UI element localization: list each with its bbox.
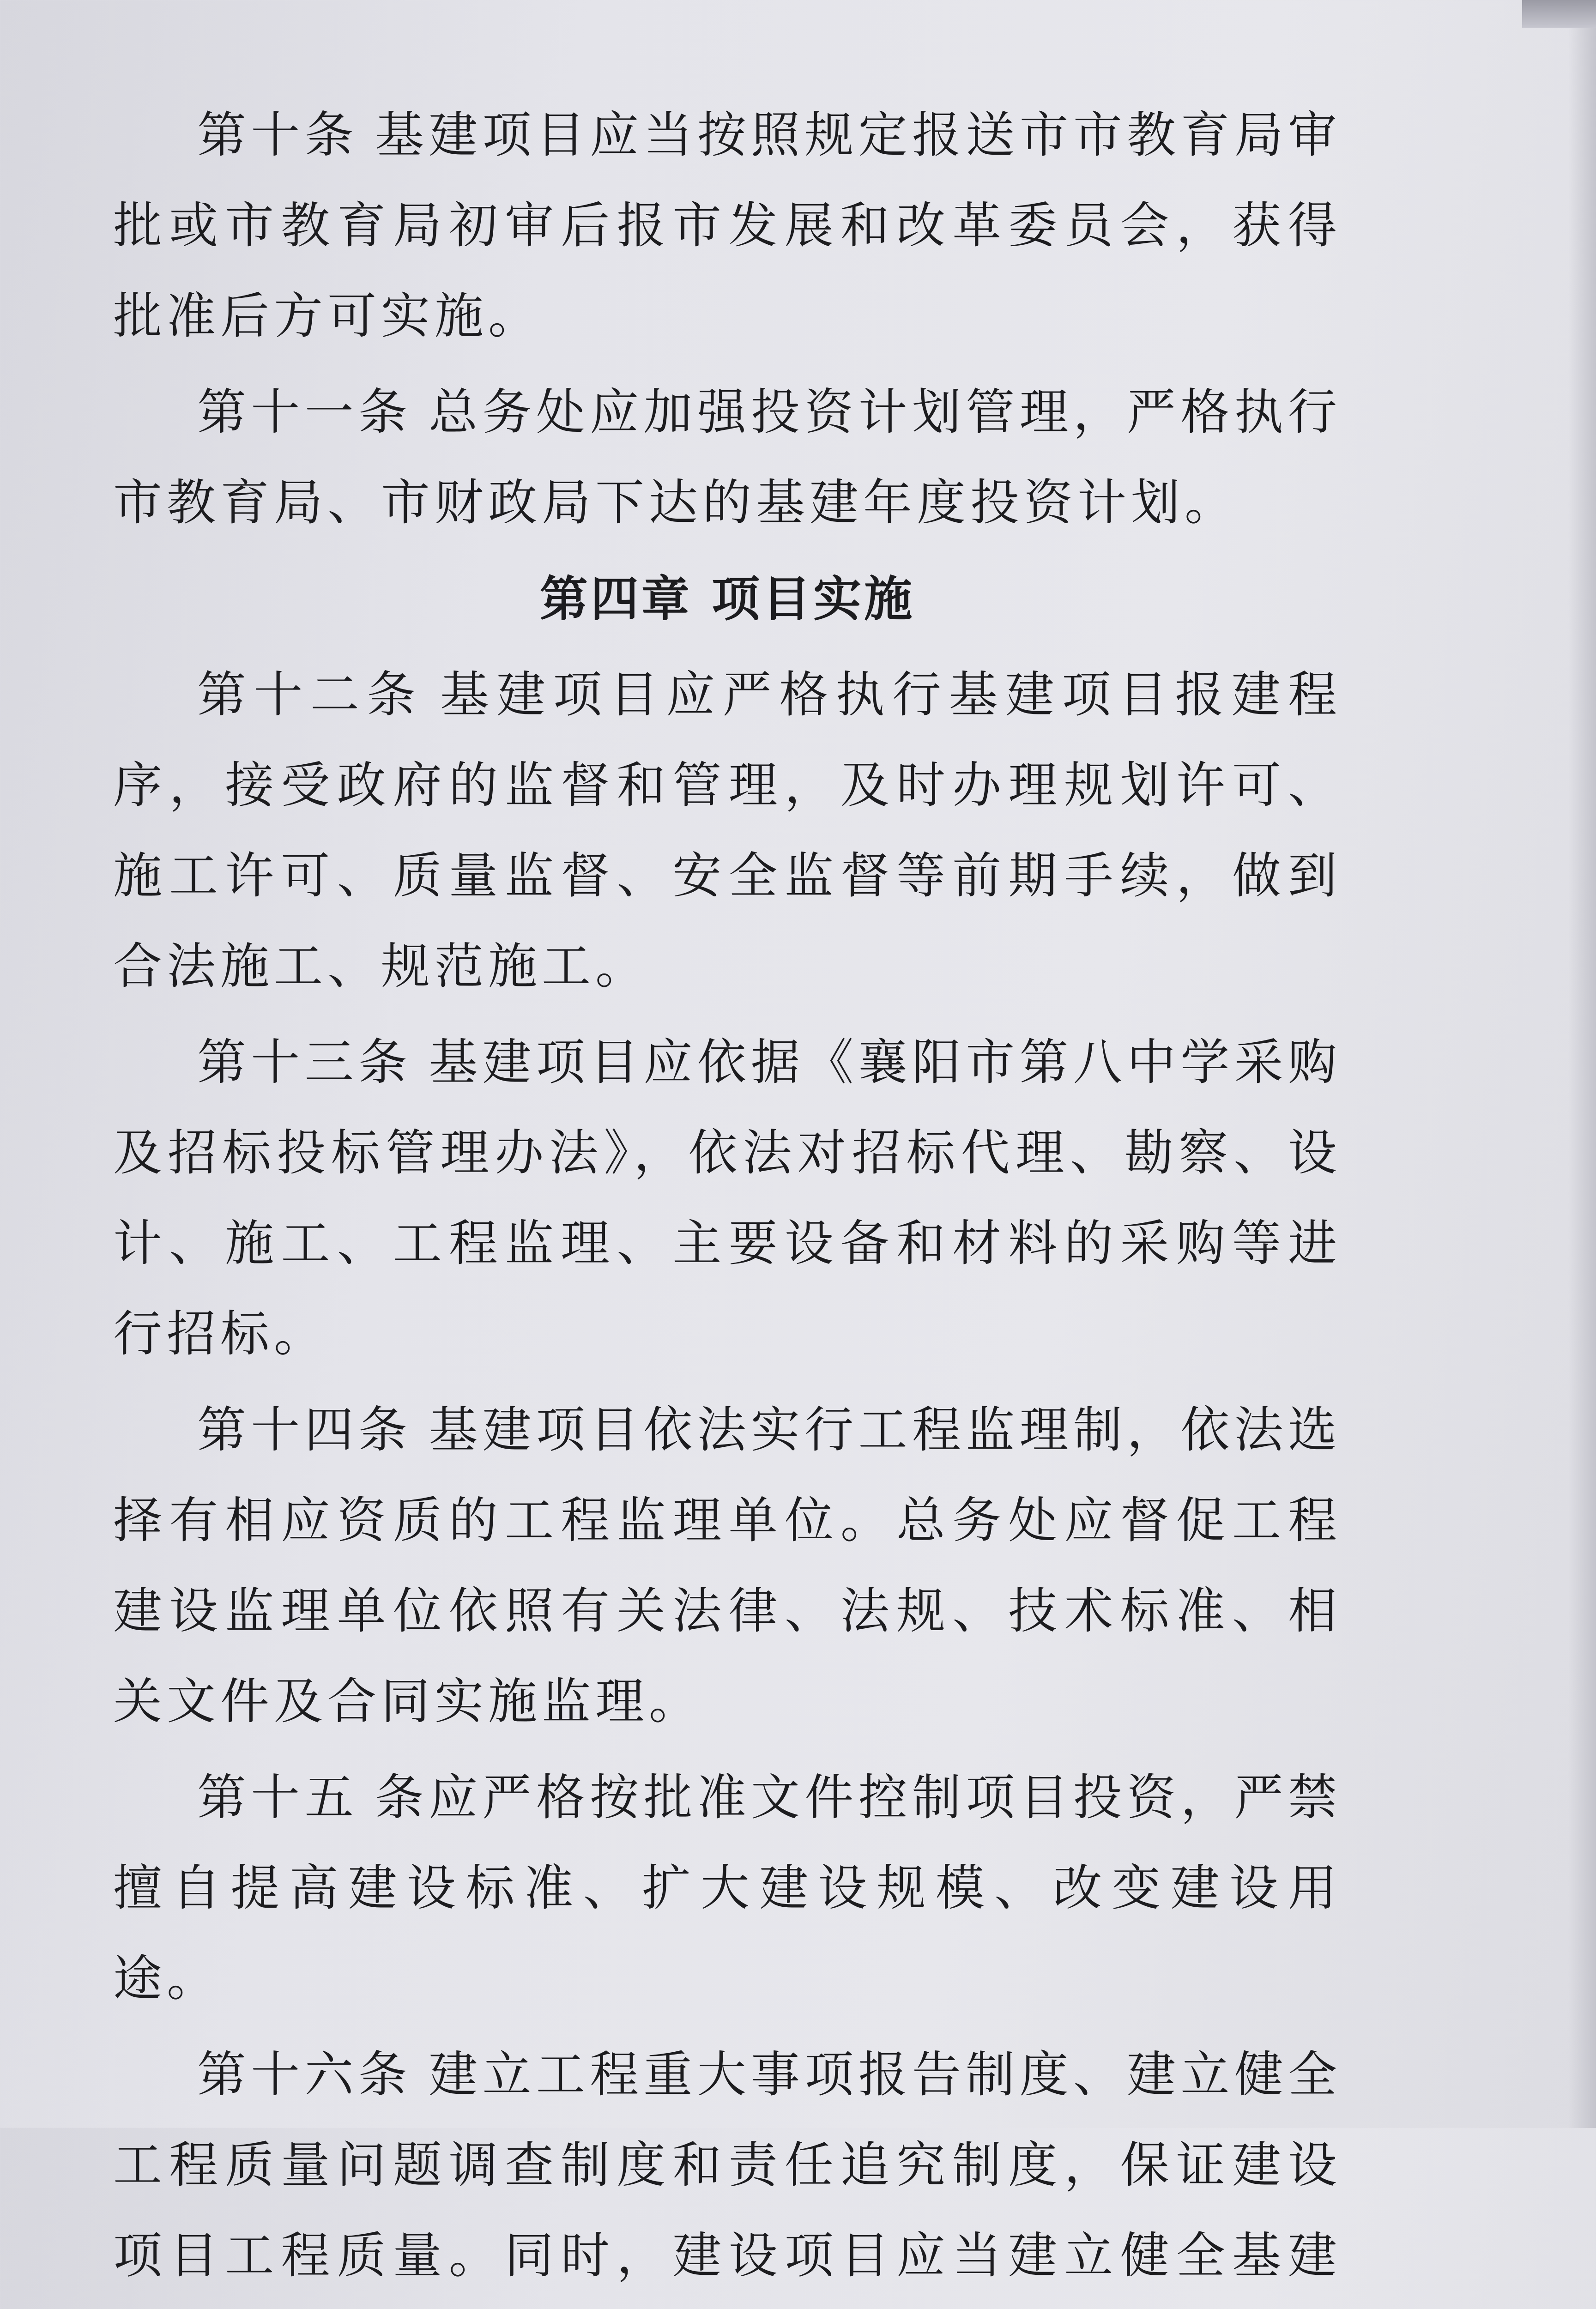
article-10: [113, 90, 1342, 362]
article-text: 基建项目应当按照规定报送市市教育局审批或市教育局初审后报市发展和改革委员会，获得批准后方可实施。: [113, 107, 1342, 345]
article-label: 第十六条: [197, 2046, 412, 2103]
page-corner-shadow: [1522, 0, 1596, 28]
page-edge-shadow: [1568, 28, 1596, 2128]
article-15: [113, 1753, 1342, 2024]
article-text: 基建项目应严格执行基建项目报建程序，接受政府的监督和管理，及时办理规划许可、施工许可、质量监督、安全监督等前期手续，做到合法施工、规范施工。: [113, 666, 1342, 995]
article-text: 总务处应加强投资计划管理，严格执行市教育局、市财政局下达的基建年度投资计划。: [113, 384, 1342, 531]
document-page: [113, 90, 1342, 2309]
article-text: 基建项目应依据《襄阳市第八中学采购及招标投标管理办法》，依法对招标代理、勘察、设计、施工、工程监理、主要设备和材料的采购等进行招标。: [113, 1034, 1342, 1362]
chapter-heading: 第四章 项目实施: [539, 571, 915, 627]
article-14: [113, 1385, 1342, 1747]
article-13: [113, 1017, 1342, 1379]
article-12: [113, 650, 1342, 1012]
article-label: 第十五: [197, 1769, 358, 1826]
article-16: [113, 2030, 1342, 2309]
article-label: 第十二条: [197, 666, 423, 723]
article-text: 建立工程重大事项报告制度、建立健全工程质量问题调查制度和责任追究制度，保证建设项目工程质量。同时，建设项目应当建立健全基建: [113, 2046, 1342, 2284]
article-label: 第十条: [197, 107, 358, 163]
article-label: 第十四条: [197, 1402, 412, 1458]
article-11: [113, 367, 1342, 548]
article-label: 第十一条: [197, 384, 412, 441]
article-text: 条应严格按批准文件控制项目投资，严禁擅自提高建设标准、扩大建设规模、改变建设用途。: [113, 1769, 1342, 2007]
article-label: 第十三条: [197, 1034, 412, 1091]
article-text: 基建项目依法实行工程监理制，依法选择有相应资质的工程监理单位。总务处应督促工程建设监理单位依照有关法律、法规、技术标准、相关文件及合同实施监理。: [113, 1402, 1342, 1730]
